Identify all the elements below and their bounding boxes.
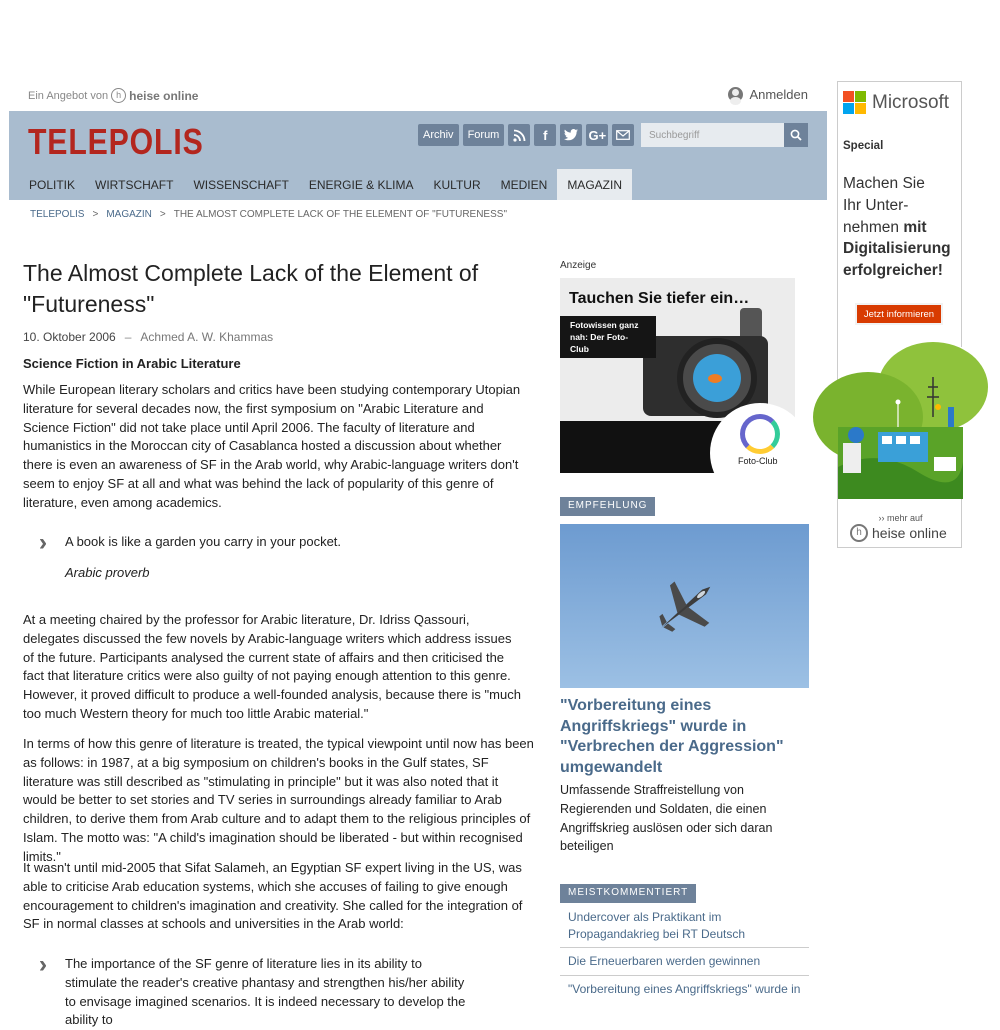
site-header <box>9 111 827 200</box>
empfehlung-badge: EMPFEHLUNG <box>560 497 655 516</box>
archive-button[interactable]: Archiv <box>418 124 459 146</box>
breadcrumb-magazin[interactable]: MAGAZIN <box>106 209 152 220</box>
foto-club-logo-icon <box>740 414 780 454</box>
heise-brand: heise online <box>872 525 947 541</box>
microsoft-logo-icon <box>843 91 866 114</box>
nav-politik[interactable]: POLITIK <box>29 177 76 192</box>
heise-online-link[interactable] <box>850 524 947 542</box>
header-tools <box>418 124 634 146</box>
quote-text: A book is like a garden you carry in your pocket. <box>65 534 342 549</box>
heise-logo-icon: h <box>850 524 868 542</box>
quote-text: The importance of the SF genre of literature lies in its ability to stimulate the reader's creative phantasy and strengthen his/her ability to envisage imagined scenarios. It is indeed necessary to develop the ability to <box>65 956 466 1028</box>
ad-copy <box>843 173 951 282</box>
main-nav <box>19 169 632 200</box>
login-label: Anmelden <box>749 87 808 102</box>
recommended-teaser: Umfassende Straffreistellung von Regierenden und Soldaten, die einen Angriffskrieg auslösen oder sich daran beteiligen <box>560 783 773 854</box>
nav-kultur[interactable]: KULTUR <box>433 177 481 192</box>
meistkommentiert-badge: MEISTKOMMENTIERT <box>560 884 696 903</box>
forum-button[interactable]: Forum <box>463 124 505 146</box>
meta-dash: – <box>124 330 132 344</box>
ad-copy-line: Machen Sie <box>843 175 925 192</box>
google-plus-icon[interactable]: G+ <box>586 124 608 146</box>
foto-club-ad[interactable] <box>560 278 795 473</box>
ad-copy-word: nehmen <box>843 218 900 236</box>
nav-magazin[interactable]: MAGAZIN <box>557 169 632 200</box>
paragraph-3: In terms of how this genre of literature is treated, the typical viewpoint until now has been as follows: in 1987, at a big symposium on children's books in the Gulf states, SF literature was still described as "stimulating in principle" but it was also noted that it would be better to set stories and TV series in surroundings already familiar to Arab children, to derive them from Arab culture and to adapt them to the religious principles of Islam. The motto was: "A child's imagination should be liberated - but within recognised limits." <box>23 736 534 864</box>
microsoft-ad[interactable] <box>837 81 962 548</box>
list-item[interactable]: Undercover als Praktikant im Propagandakrieg bei RT Deutsch <box>560 904 809 948</box>
search-button[interactable] <box>784 123 808 147</box>
most-commented-list <box>560 904 809 1002</box>
microsoft-logo <box>843 91 949 114</box>
nav-wissenschaft[interactable]: WISSENSCHAFT <box>193 177 289 192</box>
ad-copy-line: erfolgreicher! <box>843 262 943 280</box>
ad-headline: Tauchen Sie tiefer ein… <box>569 290 750 307</box>
top-bar <box>9 80 827 111</box>
rss-icon[interactable] <box>508 124 530 146</box>
jetzt-informieren-button[interactable]: Jetzt informieren <box>855 303 943 325</box>
ad-label: Anzeige <box>560 260 597 271</box>
article-title: The Almost Complete Lack of the Element of "Futureness" <box>23 260 479 317</box>
mail-icon[interactable] <box>612 124 634 146</box>
paragraph-1: While European literary scholars and critics have been studying contemporary Utopian literature for several decades now, the first symposium on "Arabic Literature and Science Fiction" did not take place until April 2006. The faculty of literature and humanistics in the Moroccan city of Casablanca hosted a discussion about whether there is even an awareness of SF in the Arab world, why Arabic-language writers don't seem to enjoy SF at all and what was behind the lack of popularity of this genre of literature, even among academics. <box>23 382 521 510</box>
facebook-icon[interactable]: f <box>534 124 556 146</box>
fighter-jet-image[interactable] <box>560 524 809 688</box>
provider-brand: heise online <box>129 88 199 103</box>
telepolis-logo[interactable]: TELEPOLIS <box>28 121 204 162</box>
search-icon <box>790 129 802 141</box>
recommended-headline[interactable]: "Vorbereitung eines Angriffskriegs" wurde in "Verbrechen der Aggression" umgewandelt <box>560 697 784 776</box>
article-subtitle: Science Fiction in Arabic Literature <box>23 356 241 371</box>
twitter-icon[interactable] <box>560 124 582 146</box>
microsoft-brand: Microsoft <box>872 91 950 113</box>
ad-special-label: Special <box>843 140 884 152</box>
ad-subline: Fotowissen ganz nah: Der Foto-Club <box>560 316 656 358</box>
article <box>23 258 534 1028</box>
breadcrumb-telepolis[interactable]: TELEPOLIS <box>30 209 85 220</box>
nav-energie-klima[interactable]: ENERGIE & KLIMA <box>308 177 414 192</box>
login-link[interactable] <box>728 87 808 102</box>
heise-logo-icon: h <box>111 88 126 103</box>
sidebar <box>560 260 809 996</box>
green-landscape-illustration <box>838 347 963 499</box>
blockquote-1 <box>39 533 499 593</box>
ad-copy-line: Digitalisierung <box>843 240 951 258</box>
foto-club-name: Foto-Club <box>738 456 778 466</box>
paragraph-2: At a meeting chaired by the professor for Arabic literature, Dr. Idriss Qassouri, delegates discussed the few novels by Arabic-language writers which address issues of the future. Participants analysed the current state of affairs and then criticised the fact that literature critics were also guilty of not paying enough attention to this genre. However, it proved difficult to produce a well-founded analysis, because there is "much too much Western theory for much too little Arabic material." <box>23 612 521 721</box>
user-icon <box>728 87 743 102</box>
article-meta <box>23 330 531 344</box>
list-item[interactable]: Die Erneuerbaren werden gewinnen <box>560 948 809 976</box>
blockquote-2 <box>39 955 499 1028</box>
paragraph-4: It wasn't until mid-2005 that Sifat Salameh, an Egyptian SF expert living in the US, was able to criticise Arab education systems, which she accuses of failing to give enough encouragement to children's imagination and creativity. She called for the integration of SF in normal classes at schools and universities in the Arab world: <box>23 860 523 932</box>
breadcrumb-separator: > <box>92 209 99 220</box>
list-item[interactable]: "Vorbereitung eines Angriffskriegs" wurde in <box>568 981 801 996</box>
nav-medien[interactable]: MEDIEN <box>500 177 548 192</box>
mehr-auf-label: ›› mehr auf <box>878 513 923 523</box>
ad-copy-line: Ihr Unter- <box>843 196 909 214</box>
breadcrumb-separator: > <box>159 209 166 220</box>
breadcrumb <box>30 209 507 220</box>
clownfish-icon <box>708 374 722 383</box>
breadcrumb-current: THE ALMOST COMPLETE LACK OF THE ELEMENT OF "FUTURENESS" <box>173 209 507 220</box>
ad-copy-line <box>843 217 951 239</box>
article-author[interactable]: Achmed A. W. Khammas <box>140 330 274 344</box>
provider-note[interactable] <box>28 88 198 103</box>
provider-prefix: Ein Angebot von <box>28 89 109 102</box>
search-input[interactable]: Suchbegriff <box>641 123 784 147</box>
article-date: 10. Oktober 2006 <box>23 330 116 344</box>
nav-wirtschaft[interactable]: WIRTSCHAFT <box>95 177 174 192</box>
quote-source: Arabic proverb <box>65 565 150 580</box>
ad-copy-bold: mit <box>903 218 927 236</box>
